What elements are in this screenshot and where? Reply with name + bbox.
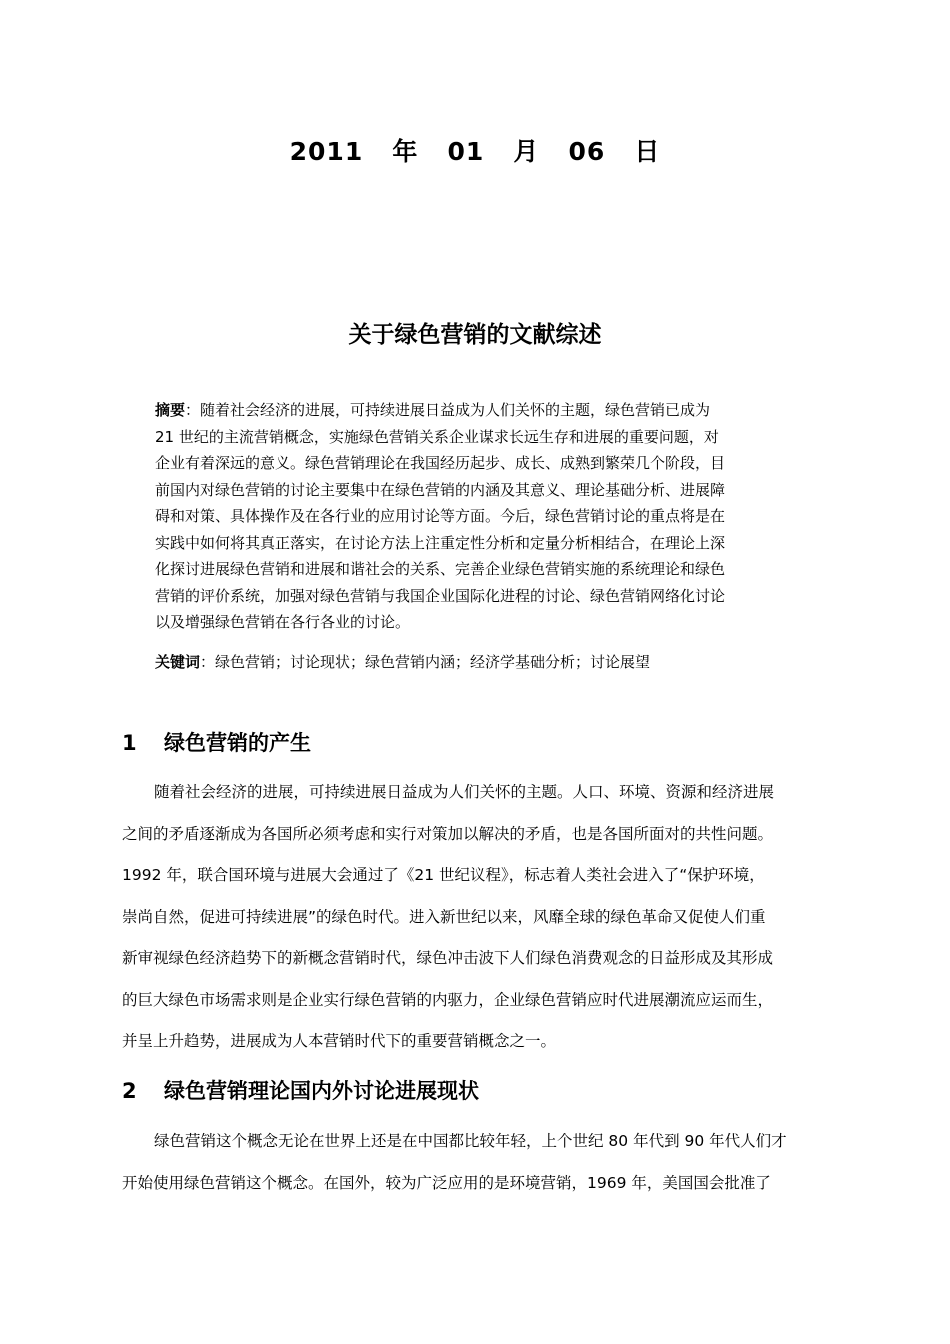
paragraph-line: 崇尚自然，促进可持续进展”的绿色时代。进入新世纪以来，风靡全球的绿色革命又促使人们重 [122, 907, 766, 926]
keywords-text: ：绿色营销；讨论现状；绿色营销内涵；经济学基础分析；讨论展望 [200, 653, 651, 671]
paragraph-line: 之间的矛盾逐渐成为各国所必须考虑和实行对策加以解决的矛盾，也是各国所面对的共性问题。 [122, 824, 774, 843]
document-title: 关于绿色营销的文献综述 [348, 322, 602, 348]
section-number: 1 [122, 731, 137, 755]
abstract-line: 化探讨进展绿色营销和进展和谐社会的关系、完善企业绿色营销实施的系统理论和绿色 [155, 560, 726, 578]
keywords-line [155, 651, 805, 672]
section-heading-1 [122, 727, 311, 757]
abstract-line: 以及增强绿色营销在各行各业的讨论。 [155, 613, 411, 631]
paragraph-line: 1992 年，联合国环境与进展大会通过了《21 世纪议程》，标志着人类社会进入了“保护环境， [122, 866, 765, 884]
section-heading-2 [122, 1075, 479, 1105]
abstract-line [155, 397, 805, 424]
date-line: 2011 年 01 月 06 日 [289, 137, 661, 166]
paragraph-line: 并呈上升趋势，进展成为人本营销时代下的重要营销概念之一。 [122, 1032, 557, 1050]
keywords-label: 关键词 [155, 653, 201, 671]
section-number: 2 [122, 1079, 137, 1103]
abstract-line: 营销的评价系统，加强对绿色营销与我国企业国际化进程的讨论、绿色营销网络化讨论 [155, 586, 726, 605]
section-title: 绿色营销的产生 [164, 731, 311, 755]
paragraph-line: 的巨大绿色市场需求则是企业实行绿色营销的内驱力，企业绿色营销应时代进展潮流应运而生， [122, 990, 774, 1009]
section-1-body [122, 772, 842, 1063]
paragraph-line: 开始使用绿色营销这个概念。在国外，较为广泛应用的是环境营销，1969 年，美国国会批准了 [122, 1173, 771, 1192]
abstract-block [155, 397, 805, 636]
section-title: 绿色营销理论国内外讨论进展现状 [164, 1079, 479, 1103]
abstract-line: 实践中如何将其真正落实，在讨论方法上注重定性分析和定量分析相结合，在理论上深 [155, 533, 726, 552]
abstract-line: 前国内对绿色营销的讨论主要集中在绿色营销的内涵及其意义、理论基础分析、进展障 [155, 480, 726, 499]
abstract-line: 21 世纪的主流营销概念，实施绿色营销关系企业谋求长远生存和进展的重要问题，对 [155, 427, 719, 446]
paragraph-line: 随着社会经济的进展，可持续进展日益成为人们关怀的主题。人口、环境、资源和经济进展 [154, 783, 775, 801]
section-2-body [122, 1121, 842, 1204]
paragraph-line: 绿色营销这个概念无论在世界上还是在中国都比较年轻，上个世纪 80 年代到 90 年代人们才 [154, 1132, 787, 1150]
abstract-text: ：随着社会经济的进展，可持续进展日益成为人们关怀的主题，绿色营销已成为 [185, 401, 711, 419]
abstract-line: 碍和对策、具体操作及在各行业的应用讨论等方面。今后，绿色营销讨论的重点将是在 [155, 507, 726, 525]
abstract-line: 企业有着深远的意义。绿色营销理论在我国经历起步、成长、成熟到繁荣几个阶段，目 [155, 454, 726, 472]
paragraph-line: 新审视绿色经济趋势下的新概念营销时代，绿色冲击波下人们绿色消费观念的日益形成及其形成 [122, 949, 774, 967]
abstract-label: 摘要 [155, 401, 186, 419]
